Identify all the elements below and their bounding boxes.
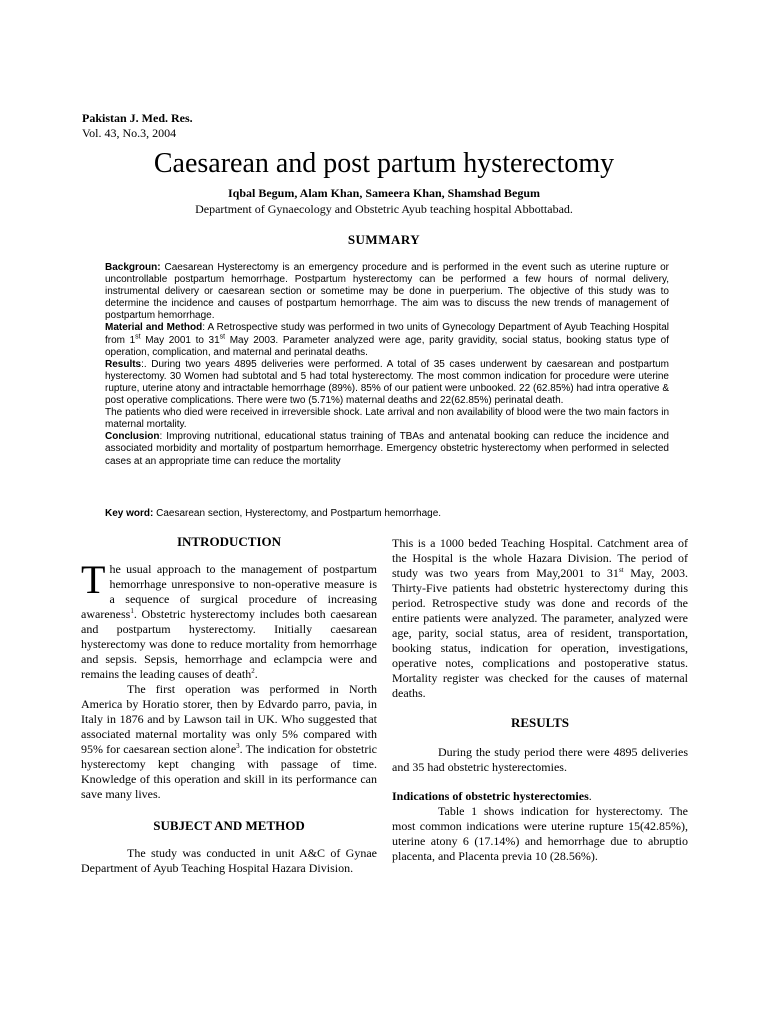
affiliation: Department of Gynaecology and Obstetric Ayub teaching hospital Abbottabad. xyxy=(195,202,573,216)
introduction-paragraph xyxy=(81,557,377,682)
journal-volume: Vol. 43, No.3, 2004 xyxy=(82,126,177,140)
abstract-conclusion xyxy=(105,431,669,467)
intro-text: he usual approach to the management of postpartum hemorrhage unresponsive to non-operative measure is a sequence of surgical procedure of increasing awareness xyxy=(81,562,377,621)
ordinal-suffix: st xyxy=(219,333,226,341)
method-paragraph xyxy=(392,536,688,701)
intro-text: . Obstetric hysterectomy includes both caesarean and postpartum hysterectomy. Initially caesarean hysterectomy was done to reduce mortality from hemorrhage and sepsis. Sepsis, hemorrhage and eclampcia were and remains the leading causes of death xyxy=(81,607,377,681)
left-column xyxy=(81,534,377,876)
journal-name: Pakistan J. Med. Res. xyxy=(82,111,193,125)
indications-heading-text: Indications of obstetric hysterectomies xyxy=(392,789,589,803)
abstract-method xyxy=(105,322,669,358)
intro-text: The first operation was performed in North America by Horatio storer, then by Edvardo parro, pavia, in Italy in 1876 and by Lawson tail in UK. Who suggested that associated maternal mortality was only 5% compared with 95% for caesarean section alone xyxy=(81,682,377,756)
keywords xyxy=(105,508,669,520)
citation: 1 xyxy=(130,607,134,615)
citation: 3 xyxy=(236,742,240,750)
conclusion-label: Conclusion xyxy=(105,431,160,443)
conclusion-text: : Improving nutritional, educational status training of TBAs and antenatal booking can reduce the incidence and associated morbidity and mortality of postpartum hemorrhage. Emergency obstetric hysterectomy when performed in selected cases at an appropriate time can reduce the mortality xyxy=(105,431,669,467)
results-paragraph: During the study period there were 4895 deliveries and 35 had obstetric hysterectomies. xyxy=(392,745,688,774)
indications-paragraph: Table 1 shows indication for hysterectomy. The most common indications were uterine rupture 15(42.85%), uterine atony 6 (17.14%) and hemorrhage due to abruptio placenta, and Placenta previa 10 (28.56%). xyxy=(392,804,688,863)
abstract xyxy=(105,262,669,468)
background-text: Caesarean Hysterectomy is an emergency procedure and is performed in the event such as uterine rupture or uncontrollable postpartum hemorrhage. Postpartum hysterectomy can be performed a few hours of normal delivery, instrumental delivery or caesarean section or sometime may be done in puerperium. The objective of this study was to determine the incidence and causes of postpartum hemorrhage. The aim was to discuss the new trends of management of postpartum hemorrhage. xyxy=(105,262,669,322)
ordinal-suffix: st xyxy=(618,566,624,574)
method-text: : A Retrospective study was performed in two units of Gynecology Department of Ayub Teaching Hospital from 1 xyxy=(105,322,669,346)
method-label: Material and Method xyxy=(105,322,203,334)
method-text: May, 2003. Thirty-Five patients had obstetric hysterectomy during this period. Retrospective study was done and records of the entire patients were analyzed. The parameter, analyzed were age, parity, social status, area of resident, transportation, booking status, indication for operation, investigations, operative notes, complications and postoperative status. Mortality register was checked for the causes of maternal deaths. xyxy=(392,566,688,700)
intro-text: . xyxy=(254,667,258,681)
abstract-results xyxy=(105,359,669,407)
paper-title: Caesarean and post partum hysterectomy xyxy=(153,148,615,179)
results-text: :. During two years 4895 deliveries were performed. A total of 35 cases underwent by caesarean and postpartum hysterectomy. 30 Women had subtotal and 5 had total hysterectomy. The most common indication for procedure were uterine rupture, uterine atony and intractable hemorrhage (89%). 85% of our patient were unbooked. 22 (62.85%) had intra operative & post operative complications. There were two (5.71%) maternal deaths and 22(62.85%) perinatal death. xyxy=(105,358,669,407)
drop-cap: T xyxy=(81,557,106,602)
method-text: May 2001 to 31 xyxy=(140,334,220,346)
subject-method-heading: SUBJECT AND METHOD xyxy=(153,818,305,833)
keywords-text: Caesarean section, Hysterectomy, and Postpartum hemorrhage. xyxy=(153,508,442,519)
results-label: Results xyxy=(105,358,142,370)
abstract-shock: The patients who died were received in irreversible shock. Late arrival and non availability of blood were the two main factors in maternal mortality. xyxy=(105,407,669,431)
intro-text: . The indication for obstetric hysterectomy kept changing with passage of time. Knowledge of this operation and skill in its performance can save many lives. xyxy=(81,742,377,801)
method-paragraph: The study was conducted in unit A&C of Gynae Department of Ayub Teaching Hospital Hazara Division. xyxy=(81,846,377,875)
author-list: Iqbal Begum, Alam Khan, Sameera Khan, Shamshad Begum xyxy=(227,186,541,200)
citation: 2 xyxy=(251,667,255,675)
results-heading: RESULTS xyxy=(510,715,570,730)
background-label: Backgroun: xyxy=(105,262,161,273)
ordinal-suffix: st xyxy=(135,333,141,341)
abstract-background xyxy=(105,262,669,322)
summary-heading: SUMMARY xyxy=(347,232,421,247)
keywords-label: Key word: xyxy=(105,508,154,519)
indications-heading-period: . xyxy=(588,789,592,803)
right-column xyxy=(392,536,688,864)
indications-heading xyxy=(392,789,688,804)
journal-info xyxy=(82,111,193,141)
method-text: This is a 1000 beded Teaching Hospital. Catchment area of the Hospital is the whole Hazara Division. The period of study was two years from May,2001 to 31 xyxy=(392,536,688,580)
introduction-heading: INTRODUCTION xyxy=(176,534,281,549)
introduction-paragraph xyxy=(81,682,377,802)
method-text: May 2003. Parameter analyzed were age, parity gravidity, social status, booking status type of operation, complication, and maternal and perinatal deaths. xyxy=(105,334,669,358)
